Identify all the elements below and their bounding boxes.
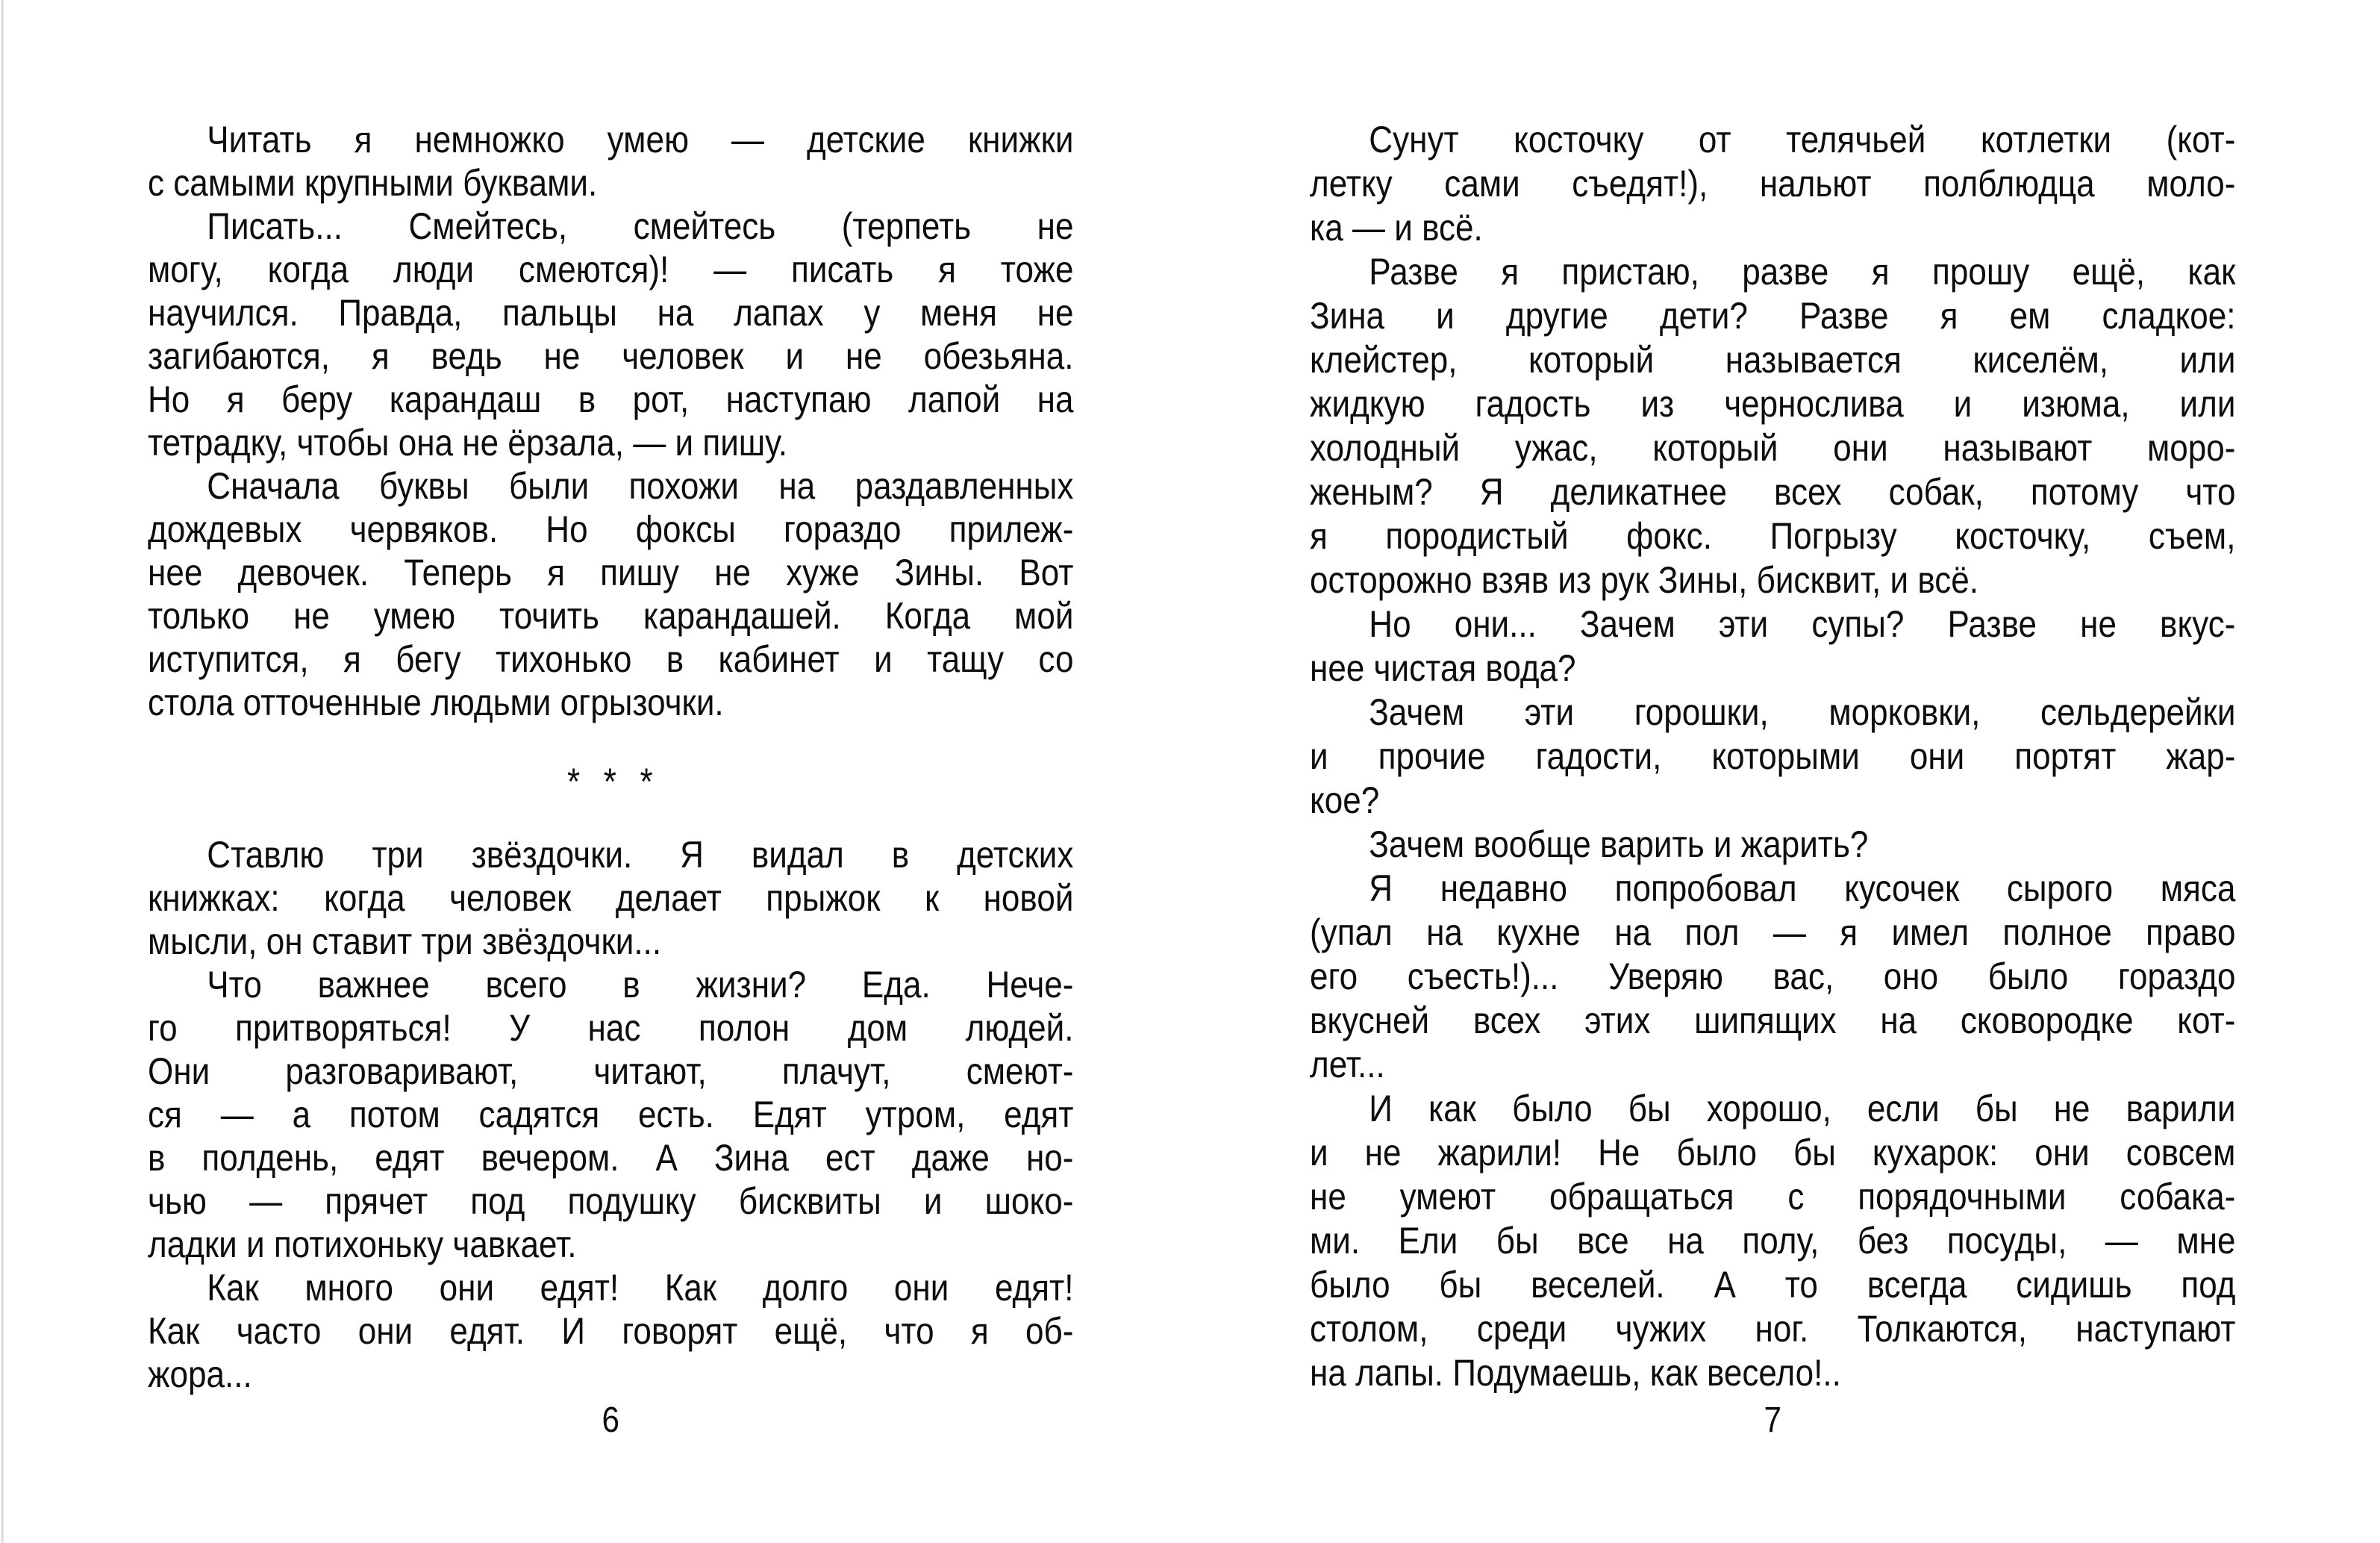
text-line: Как много они едят! Как долго они едят! bbox=[207, 1267, 1074, 1309]
paragraph bbox=[1310, 602, 2235, 691]
text-line: Они разговаривают, читают, плачут, смеют- bbox=[148, 1050, 1074, 1092]
text-line: клейстер, который называется киселём, или bbox=[1310, 339, 2236, 381]
text-line: было бы веселей. А то всегда сидишь под bbox=[1310, 1264, 2236, 1306]
text-line: Ставлю три звёздочки. Я видал в детских bbox=[207, 834, 1074, 876]
text-line: и не жарили! Не было бы кухарок: они совсем bbox=[1310, 1132, 2236, 1173]
text-line: столом, среди чужих ног. Толкаются, наступают bbox=[1310, 1308, 2236, 1350]
scan-left-edge bbox=[1, 0, 4, 1543]
text-line: иступится, я бегу тихонько в кабинет и тащу со bbox=[148, 638, 1074, 680]
text-line: жидкую гадость из чернослива и изюма, или bbox=[1310, 383, 2236, 425]
text-line: И как было бы хорошо, если бы не варили bbox=[1369, 1088, 2236, 1129]
paragraph bbox=[1310, 118, 2235, 250]
text-line: женым? Я деликатнее всех собак, потому что bbox=[1310, 471, 2236, 513]
text-line: вкусней всех этих шипящих на сковородке кот- bbox=[1310, 1000, 2236, 1041]
text-line: осторожно взяв из рук Зины, бисквит, и всё. bbox=[1310, 559, 1979, 601]
page-left bbox=[148, 118, 1074, 1440]
paragraph bbox=[148, 833, 1073, 963]
text-line: кое? bbox=[1310, 779, 1380, 821]
paragraph bbox=[1310, 823, 2235, 867]
text-line: Что важнее всего в жизни? Еда. Нече- bbox=[207, 964, 1074, 1006]
paragraph bbox=[148, 205, 1073, 464]
text-line: лет... bbox=[1310, 1044, 1385, 1085]
text-line: с самыми крупными буквами. bbox=[148, 162, 598, 204]
section-separator-stars: * * * bbox=[566, 761, 655, 802]
text-line: не умеют обращаться с порядочными собака- bbox=[1310, 1176, 2236, 1218]
text-line: ся — а потом садятся есть. Едят утром, едят bbox=[148, 1094, 1074, 1135]
text-line: Сунут косточку от телячьей котлетки (кот- bbox=[1369, 119, 2236, 160]
paragraph bbox=[1310, 1087, 2235, 1395]
text-line: летку сами съедят!), нальют полблюдца моло- bbox=[1310, 163, 2236, 205]
text-line: могу, когда люди смеются)! — писать я тоже bbox=[148, 249, 1074, 290]
text-line: холодный ужас, который они называют моро- bbox=[1310, 427, 2236, 469]
text-line: я породистый фокс. Погрызу косточку, съем, bbox=[1310, 515, 2236, 557]
text-line: нее чистая вода? bbox=[1310, 647, 1576, 689]
text-line: Сначала буквы были похожи на раздавленных bbox=[207, 465, 1074, 507]
text-line: Я недавно попробовал кусочек сырого мяса bbox=[1369, 867, 2236, 909]
text-line: чью — прячет под подушку бисквиты и шоко- bbox=[148, 1180, 1074, 1222]
text-line: только не умею точить карандашей. Когда мой bbox=[148, 595, 1074, 637]
text-line: ка — и всё. bbox=[1310, 207, 1483, 249]
paragraph bbox=[148, 464, 1073, 724]
text-line: и прочие гадости, которыми они портят жар- bbox=[1310, 735, 2236, 777]
text-line: го притворяться! У нас полон дом людей. bbox=[148, 1007, 1074, 1049]
text-line: в полдень, едят вечером. А Зина ест даже но- bbox=[148, 1137, 1074, 1179]
text-line: жора... bbox=[148, 1353, 252, 1395]
text-line: стола отточенные людьми огрызочки. bbox=[148, 682, 724, 723]
text-line: книжках: когда человек делает прыжок к новой bbox=[148, 877, 1074, 919]
paragraph bbox=[1310, 867, 2235, 1087]
page-right-text-column bbox=[1310, 118, 2235, 1395]
page-left-text-column bbox=[148, 118, 1073, 1396]
text-line: Но они... Зачем эти супы? Разве не вкус- bbox=[1369, 603, 2236, 645]
text-line: Писать... Смейтесь, смейтесь (терпеть не bbox=[207, 205, 1074, 247]
text-line: (упал на кухне на пол — я имел полное право bbox=[1310, 911, 2236, 953]
text-line: ладки и потихоньку чавкает. bbox=[148, 1224, 577, 1265]
text-line: нее девочек. Теперь я пишу не хуже Зины. Вот bbox=[148, 552, 1074, 593]
paragraph bbox=[1310, 691, 2235, 823]
paragraph bbox=[148, 1266, 1073, 1396]
text-line: Зачем эти горошки, морковки, сельдерейки bbox=[1369, 691, 2236, 733]
text-line: Зина и другие дети? Разве я ем сладкое: bbox=[1310, 295, 2236, 337]
page-right bbox=[1310, 118, 2236, 1440]
text-line: научился. Правда, пальцы на лапах у меня не bbox=[148, 292, 1074, 334]
text-line: Но я беру карандаш в рот, наступаю лапой на bbox=[148, 378, 1074, 420]
text-line: ми. Ели бы все на полу, без посуды, — мне bbox=[1310, 1220, 2236, 1262]
text-line: на лапы. Подумаешь, как весело!.. bbox=[1310, 1352, 1841, 1394]
text-line: тетрадку, чтобы она не ёрзала, — и пишу. bbox=[148, 422, 788, 464]
text-line: Как часто они едят. И говорят ещё, что я об- bbox=[148, 1310, 1074, 1352]
text-line: мысли, он ставит три звёздочки... bbox=[148, 920, 662, 962]
paragraph bbox=[1310, 250, 2235, 602]
text-line: Зачем вообще варить и жарить? bbox=[1369, 823, 1869, 865]
paragraph bbox=[148, 963, 1073, 1266]
text-line: Читать я немножко умею — детские книжки bbox=[207, 119, 1074, 160]
text-line: его съесть!)... Уверяю вас, оно было гораздо bbox=[1310, 956, 2236, 997]
text-line: дождевых червяков. Но фоксы гораздо прилеж- bbox=[148, 508, 1074, 550]
page-number-left: 6 bbox=[602, 1400, 619, 1440]
page-number-right: 7 bbox=[1764, 1400, 1781, 1440]
paragraph bbox=[148, 118, 1073, 205]
text-line: Разве я пристаю, разве я прошу ещё, как bbox=[1369, 251, 2236, 293]
text-line: загибаются, я ведь не человек и не обезьяна. bbox=[148, 335, 1074, 377]
